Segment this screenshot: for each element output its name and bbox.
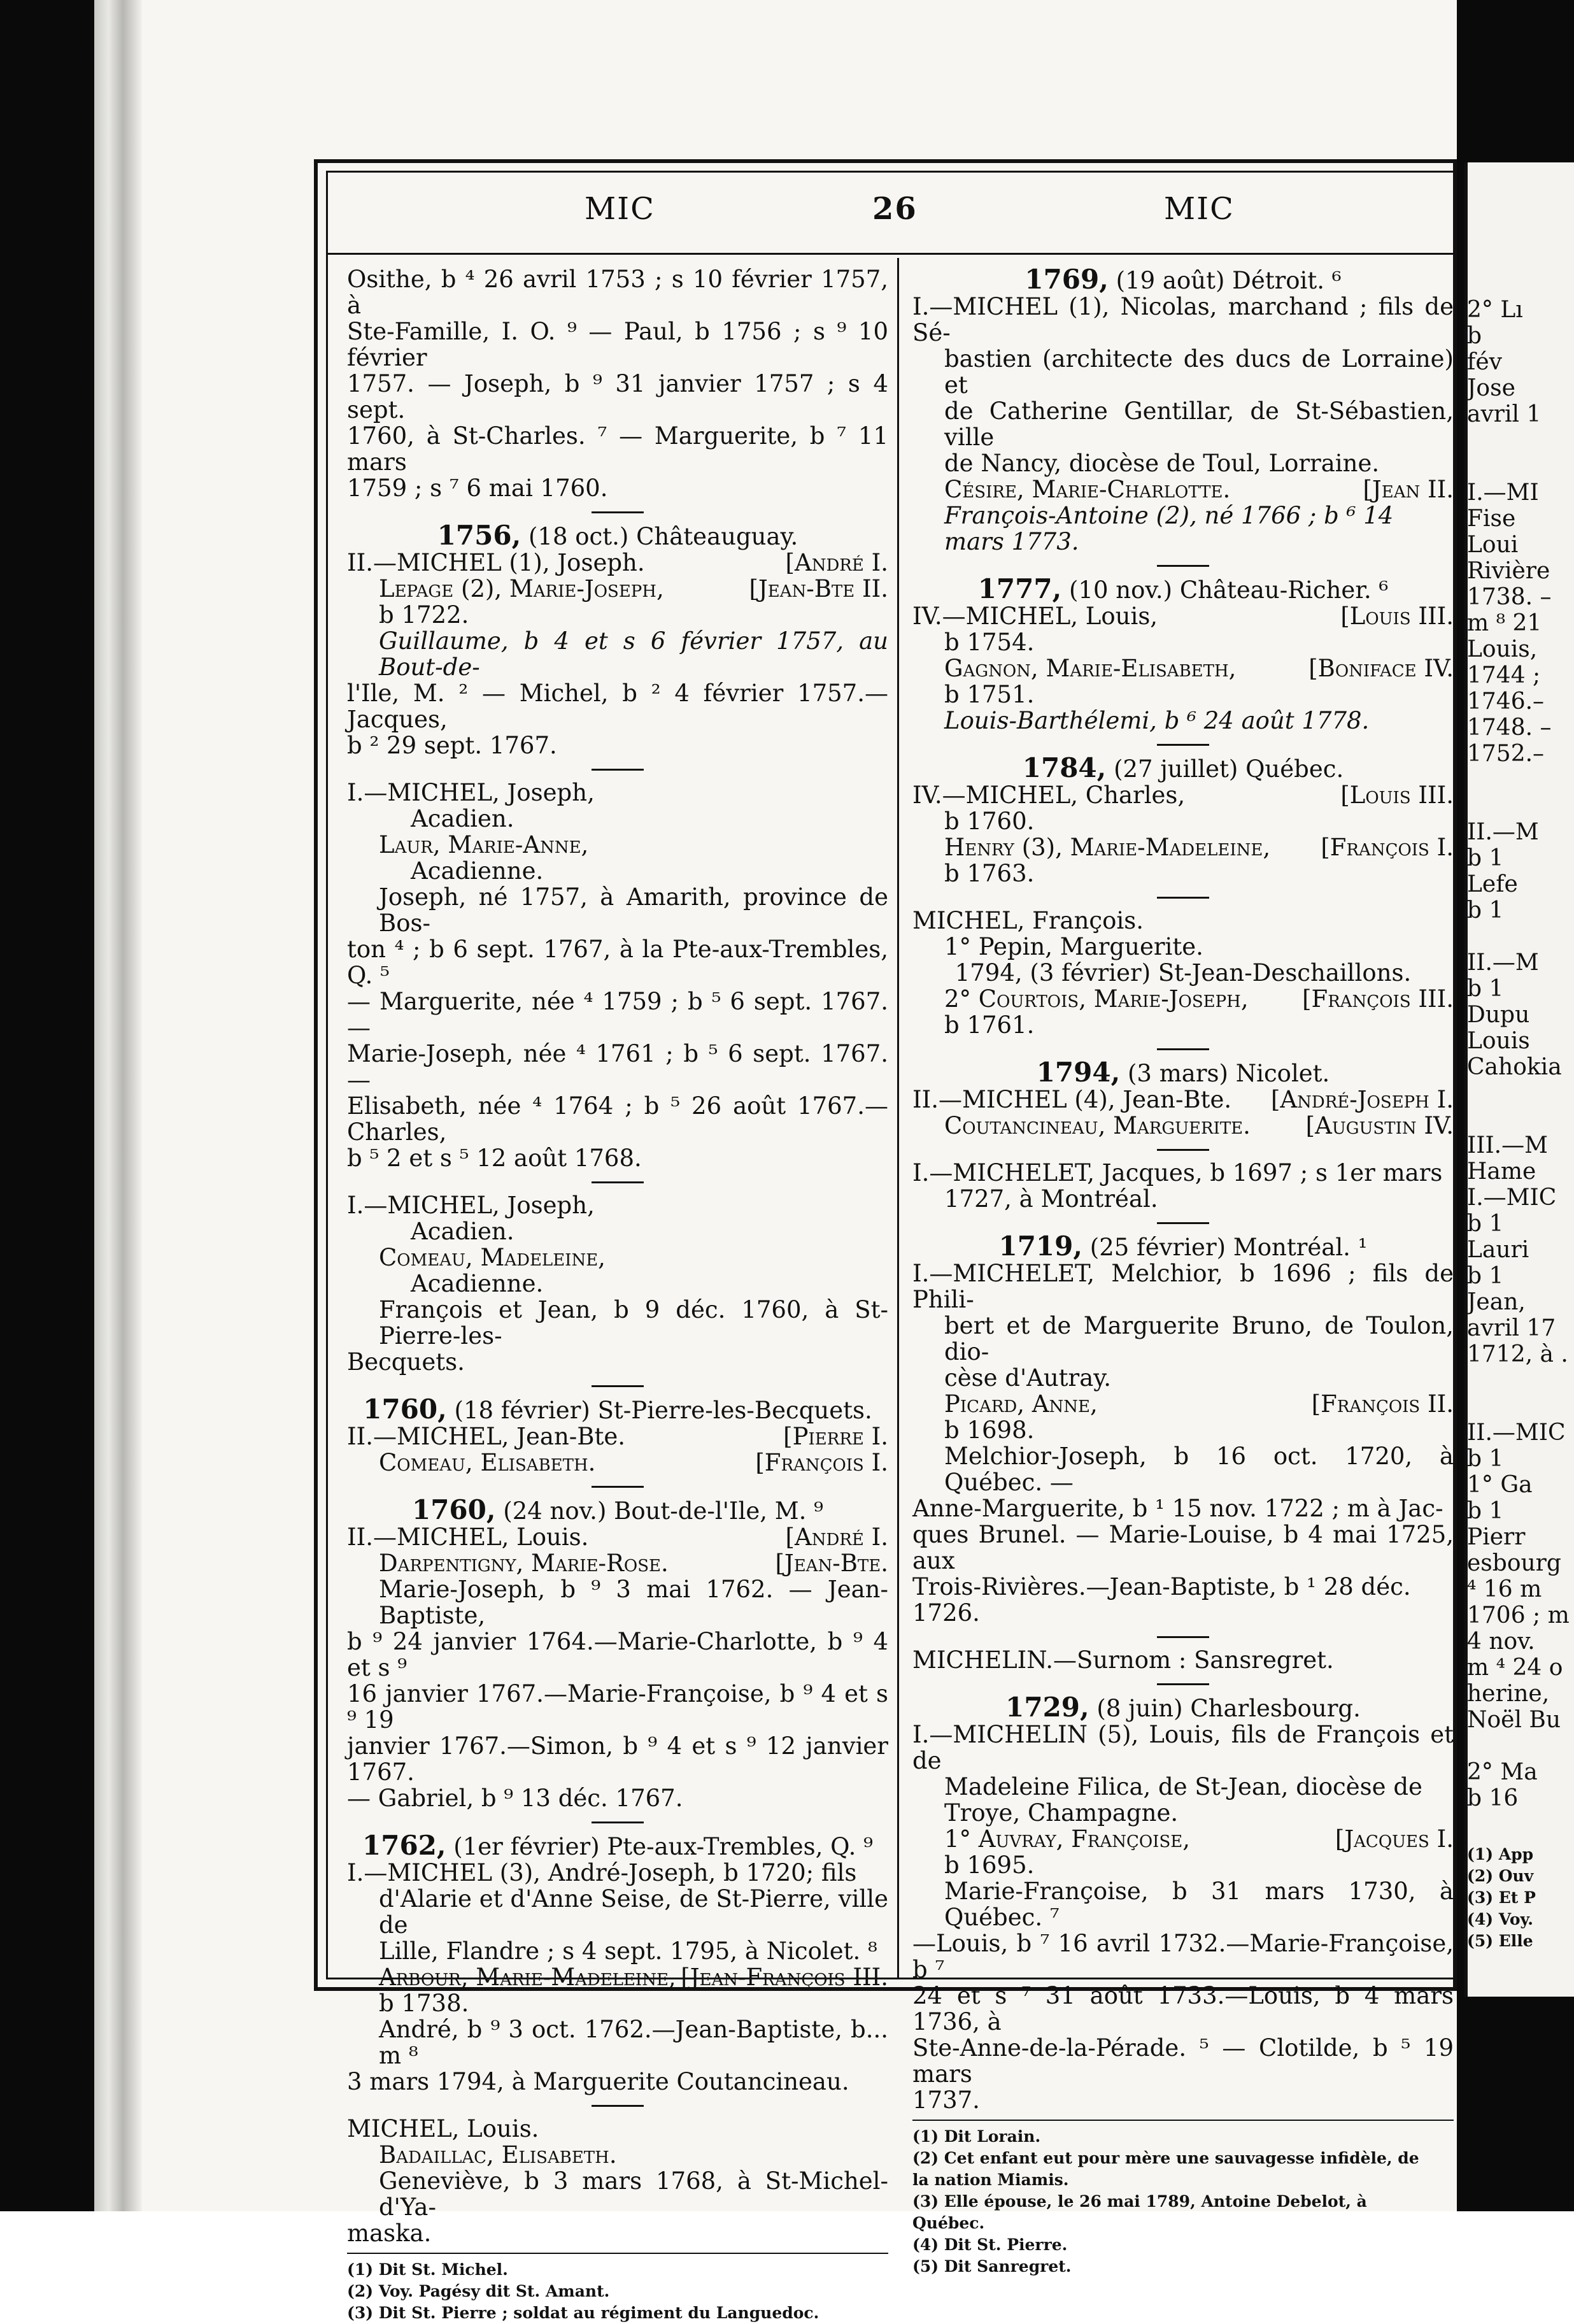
next-page-line: Lefe (1467, 871, 1518, 897)
husband-father: [Louis III. (1340, 781, 1454, 809)
next-page-line: II.—MIC (1467, 1420, 1566, 1446)
wife-name: Comeau, Madeleine, (379, 1244, 606, 1271)
next-page-line: 1752.– (1467, 741, 1545, 767)
entry-place: (18 oct.) Châteauguay. (528, 523, 798, 550)
next-page-footnotes (1467, 1844, 1574, 1952)
wife-origin: Acadienne. (411, 857, 544, 885)
marriage-entry-1784 (912, 752, 1454, 887)
next-page-line: II.—M (1467, 950, 1539, 976)
next-page-line (1467, 427, 1574, 453)
next-page-line (1467, 767, 1574, 793)
next-page-line: 1746.– (1467, 688, 1545, 715)
footnote: (3) Dit St. Pierre ; soldat au régiment du Languedoc. (347, 2304, 819, 2322)
marriage-entry-francois (912, 908, 1454, 1038)
entry-year: 1760, (363, 1394, 447, 1425)
next-page-line: ⁴ 16 m (1467, 1576, 1542, 1602)
next-page-line: 1738. – (1467, 584, 1552, 610)
husband-birth: b 1760. (944, 808, 1035, 835)
husband-name: II.—MICHEL, Jean-Bte. (347, 1423, 626, 1450)
next-page-line (1467, 923, 1574, 950)
second-marriage-date: 1794, (3 février) St-Jean-Deschaillons. (954, 959, 1412, 987)
next-page-line: Louis, (1467, 636, 1538, 662)
children-line: Guillaume, b 4 et s 6 février 1757, au Bout-de- (379, 627, 888, 681)
next-page-line: 4 nov. (1467, 1629, 1535, 1655)
next-page-line: fév (1467, 349, 1502, 375)
husband-name: II.—MICHEL, Louis. (347, 1523, 589, 1551)
wife-father: [Boniface IV. (1308, 655, 1454, 682)
entry-place: (10 nov.) Château-Richer. ⁶ (1068, 576, 1389, 604)
children-line: Marie-Joseph, b ⁹ 3 mai 1762. — Jean-Baptiste, (379, 1576, 888, 1629)
children-line: 16 janvier 1767.—Marie-Françoise, b ⁹ 4 et s ⁹ 19 (347, 1680, 888, 1734)
wife-name: Gagnon, Marie-Elisabeth, (944, 655, 1237, 682)
wife-birth: b 1738. (379, 1990, 469, 2017)
marriage-entry-1769 (912, 266, 1454, 555)
entry-year: 1729, (1005, 1692, 1089, 1723)
entry-year: 1794, (1036, 1057, 1121, 1088)
husband-name: I.—MICHEL, Joseph, (347, 1192, 595, 1219)
next-page-line: b 1 (1467, 1498, 1504, 1524)
wife-father: [Jean-Bte. (775, 1550, 888, 1577)
entry-separator (592, 1821, 644, 1823)
next-page-line: Jose (1467, 375, 1515, 401)
entry-place: (1er février) Pte-aux-Trembles, Q. ⁹ (453, 1833, 873, 1860)
next-page-line: III.—M (1467, 1132, 1548, 1158)
next-page-line: 2° Ma (1467, 1759, 1538, 1785)
wife-father: [Jean-François III. (681, 1964, 888, 1991)
marriage-entry-1719 (912, 1230, 1454, 1627)
wife-father: [François I. (1321, 834, 1454, 861)
children-line: b ⁵ 2 et s ⁵ 12 août 1768. (347, 1144, 642, 1172)
husband-name: II.—MICHEL (4), Jean-Bte. (912, 1086, 1232, 1113)
next-page-line (1467, 1394, 1574, 1420)
next-page-line (1467, 1106, 1574, 1132)
next-page-line: esbourg (1467, 1550, 1561, 1576)
next-page-line: 1744 ; (1467, 662, 1541, 688)
husband-birth: b 1754. (944, 629, 1035, 656)
husband-father: [André I. (785, 1523, 888, 1551)
next-page-line: Dupu (1467, 1002, 1530, 1028)
next-page-line: I.—MI (1467, 480, 1539, 506)
footnotes (912, 2126, 1454, 2278)
wife-birth: b 1761. (944, 1011, 1035, 1039)
children-line: Ste-Anne-de-la-Pérade. ⁵ — Clotilde, b ⁵ 19 mars (912, 2034, 1454, 2088)
next-page-line: m ⁴ 24 o (1467, 1655, 1563, 1681)
entry-separator (1157, 1048, 1209, 1050)
entry-separator (592, 1181, 644, 1183)
footnote: (4) Dit St. Pierre. (912, 2235, 1068, 2254)
entry-separator (592, 2105, 644, 2107)
husband-name: MICHEL, François. (912, 907, 1144, 934)
children-line: Melchior-Joseph, b 16 oct. 1720, à Québec. — (944, 1443, 1454, 1496)
husband-line: Lille, Flandre ; s 4 sept. 1795, à Nicolet. ⁸ (379, 1937, 877, 1965)
husband-line: cèse d'Autray. (944, 1364, 1112, 1392)
next-page-line: I.—MIC (1467, 1185, 1557, 1211)
entry-separator (592, 1486, 644, 1488)
second-wife: 2° Courtois, Marie-Joseph, (944, 985, 1249, 1013)
page-number: 26 (872, 191, 918, 227)
next-page-line: m ⁸ 21 (1467, 610, 1542, 636)
children-line: Trois-Rivières.—Jean-Baptiste, b ¹ 28 déc. 1726. (912, 1573, 1411, 1627)
husband-line: Troye, Champagne. (944, 1799, 1179, 1827)
wife-father: [Augustin IV. (1305, 1112, 1454, 1139)
wife-birth: b 1698. (944, 1416, 1035, 1444)
footnote: (2) Cet enfant eut pour mère une sauvagesse infidèle, de (912, 2149, 1419, 2167)
children-line: 3 mars 1794, à Marguerite Coutancineau. (347, 2068, 849, 2095)
children-line: Marie-Françoise, b 31 mars 1730, à Québec. ⁷ (944, 1878, 1454, 1931)
entry-separator (1157, 1683, 1209, 1685)
next-page-line: herine, (1467, 1681, 1550, 1707)
next-page-line: Louis (1467, 1028, 1530, 1054)
entry-place: (24 nov.) Bout-de-l'Ile, M. ⁹ (503, 1497, 823, 1525)
wife-name: Lepage (2), Marie-Joseph, (379, 575, 664, 602)
text-line: Ste-Famille, I. O. ⁹ — Paul, b 1756 ; s ⁹ 10 février (347, 318, 888, 371)
children-line: Elisabeth, née ⁴ 1764 ; b ⁵ 26 août 1767.—Charles, (347, 1092, 888, 1146)
wife-name: Coutancineau, Marguerite. (944, 1112, 1251, 1139)
children-line: b ⁹ 24 janvier 1764.—Marie-Charlotte, b ⁹ 4 et s ⁹ (347, 1628, 888, 1681)
next-page-text (1467, 297, 1574, 1811)
marriage-entry-louis-badaillac (347, 2116, 888, 2246)
entry-year: 1784, (1022, 752, 1107, 783)
wife-birth: b 1722. (379, 601, 469, 629)
next-page-line: b 1 (1467, 845, 1504, 871)
next-page-line: Loui (1467, 532, 1519, 558)
text-line: 1727, à Montréal. (944, 1185, 1158, 1213)
text-line: 1757. — Joseph, b ⁹ 31 janvier 1757 ; s 4 sept. (347, 370, 888, 424)
children-line: Joseph, né 1757, à Amarith, province de Bos- (379, 883, 888, 937)
husband-name: I.—MICHEL, Joseph, (347, 779, 595, 806)
next-page-line: Hame (1467, 1158, 1536, 1185)
entry-year: 1719, (998, 1230, 1082, 1262)
wife-origin: Acadienne. (411, 1270, 544, 1297)
children-line: 24 et s ⁷ 31 août 1733.—Louis, b 4 mars 1736, à (912, 1982, 1454, 2035)
wife-name: Henry (3), Marie-Madeleine, (944, 834, 1271, 861)
children-line: janvier 1767.—Simon, b ⁹ 4 et s ⁹ 12 janvier 1767. (347, 1732, 888, 1786)
right-column (912, 266, 1454, 2278)
husband-line: bert et de Marguerite Bruno, de Toulon, dio- (944, 1312, 1454, 1365)
next-page-line: b 1 (1467, 1211, 1504, 1237)
next-page-footnote: (4) Voy. (1467, 1910, 1533, 1928)
wife-father: [François I. (755, 1449, 888, 1476)
next-page-line: b 1 (1467, 976, 1504, 1002)
husband-father: [André I. (785, 549, 888, 576)
next-page-line: 1748. – (1467, 715, 1552, 741)
husband-line: I.—MICHEL (3), André-Joseph, b 1720; fils (347, 1859, 857, 1886)
wife-birth: b 1763. (944, 860, 1035, 887)
wife-name: Darpentigny, Marie-Rose. (379, 1550, 669, 1577)
wife-name: Césire, Marie-Charlotte. (944, 476, 1231, 503)
wife-birth: b 1695. (944, 1851, 1035, 1879)
entry-continuation (347, 266, 888, 501)
entry-separator (1157, 1222, 1209, 1224)
marriage-entry-1777 (912, 573, 1454, 734)
entry-year: 1777, (977, 573, 1062, 604)
entry-place: (19 août) Détroit. ⁶ (1116, 267, 1342, 294)
entry-year: 1760, (411, 1494, 496, 1525)
children-line: François-Antoine (2), né 1766 ; b ⁶ 14 mars 1773. (944, 502, 1394, 555)
running-head-right: MIC (1164, 191, 1235, 227)
husband-line: Madeleine Filica, de St-Jean, diocèse de (944, 1773, 1422, 1800)
children-line: Becquets. (347, 1348, 465, 1376)
children-line: ton ⁴ ; b 6 sept. 1767, à la Pte-aux-Trembles, Q. ⁵ (347, 936, 888, 989)
marriage-entry-1794 (912, 1059, 1454, 1139)
husband-father: [Pierre I. (783, 1423, 888, 1450)
husband-line: I.—MICHELET, Melchior, b 1696 ; fils de Phili- (912, 1260, 1454, 1313)
next-page-footnote: (1) App (1467, 1845, 1534, 1864)
footnote: la nation Miamis. (912, 2171, 1069, 2189)
entry-place: (18 février) St-Pierre-les-Becquets. (454, 1397, 872, 1424)
marriage-entry-1729 (912, 1694, 1454, 2113)
entry-year: 1769, (1025, 264, 1109, 295)
husband-name: MICHEL, Louis. (347, 2115, 539, 2142)
husband-line: de Catherine Gentillar, de St-Sébastien, ville (944, 397, 1454, 451)
children-line: André, b ⁹ 3 oct. 1762.—Jean-Baptiste, b... m ⁸ (379, 2016, 888, 2069)
entry-place: (8 juin) Charlesbourg. (1096, 1695, 1361, 1722)
children-line: maska. (347, 2220, 432, 2247)
children-line: François et Jean, b 9 déc. 1760, à St-Pierre-les- (379, 1296, 888, 1350)
page-binding-edge (94, 0, 142, 2211)
text-line: I.—MICHELET, Jacques, b 1697 ; s 1er mars (912, 1159, 1443, 1187)
entry-year: 1756, (437, 520, 521, 551)
husband-line: bastien (architecte des ducs de Lorraine) et (944, 345, 1454, 399)
next-page-line: 1° Ga (1467, 1472, 1533, 1498)
children-line: ques Brunel. — Marie-Louise, b 4 mai 1725, aux (912, 1521, 1454, 1574)
wife-father: [François III. (1302, 985, 1454, 1013)
children-line: —Louis, b ⁷ 16 avril 1732.—Marie-Françoise, b ⁷ (912, 1930, 1454, 1983)
wife-name: Comeau, Elisabeth. (379, 1449, 596, 1476)
husband-name: IV.—MICHEL, Louis, (912, 602, 1158, 630)
next-page-line: Lauri (1467, 1237, 1529, 1263)
next-page-line: 1712, à . (1467, 1341, 1568, 1367)
husband-line: I.—MICHELIN (5), Louis, fils de François et de (912, 1721, 1454, 1774)
children-line: Louis-Barthélemi, b ⁶ 24 août 1778. (944, 707, 1370, 734)
entry-place: (25 février) Montréal. ¹ (1089, 1234, 1368, 1261)
next-page-line (1467, 793, 1574, 819)
footnote: Québec. (912, 2214, 985, 2232)
marriage-entry-1762 (347, 1832, 888, 2095)
entry-separator (1157, 1636, 1209, 1638)
next-page-line: Noël Bu (1467, 1707, 1561, 1733)
next-page-line: b 16 (1467, 1785, 1519, 1811)
wife-birth: b 1751. (944, 681, 1035, 708)
footnote: (2) Voy. Pagésy dit St. Amant. (347, 2282, 610, 2300)
next-page-line: II.—M (1467, 819, 1539, 845)
marriage-entry-1760-becquets (347, 1396, 888, 1476)
next-page-line: b 1 (1467, 1446, 1504, 1472)
footnote: (5) Dit Sanregret. (912, 2257, 1072, 2276)
husband-father: [André-Joseph I. (1270, 1086, 1454, 1113)
running-head-left: MIC (585, 191, 655, 227)
footnote-rule (347, 2253, 888, 2254)
next-page-line: Rivière (1467, 558, 1550, 584)
wife-father: [Jacques I. (1335, 1825, 1454, 1853)
children-line: l'Ile, M. ² — Michel, b ² 4 février 1757.—Jacques, (347, 680, 888, 733)
footnotes (347, 2259, 888, 2324)
next-page-line: 2° Lı (1467, 297, 1523, 323)
husband-name: II.—MICHEL (1), Joseph. (347, 549, 645, 576)
children-line: — Marguerite, née ⁴ 1759 ; b ⁵ 6 sept. 1767. — (347, 988, 888, 1041)
husband-origin: Acadien. (411, 805, 514, 832)
text-line: 1760, à St-Charles. ⁷ — Marguerite, b ⁷ 11 mars (347, 422, 888, 476)
next-page-footnote: (3) Et P (1467, 1888, 1536, 1907)
wife-father: [Jean-Bte II. (749, 575, 888, 602)
entry-michelet-jacques (912, 1160, 1454, 1212)
entry-separator (1157, 565, 1209, 567)
first-wife: 1° Pepin, Marguerite. (944, 933, 1203, 960)
children-line: 1737. (912, 2086, 980, 2114)
wife-father: [Jean II. (1363, 476, 1454, 503)
next-page-line: b 1 (1467, 1263, 1504, 1289)
entry-separator (592, 769, 644, 771)
entry-separator (1157, 897, 1209, 899)
footnote-rule (912, 2120, 1454, 2121)
entry-separator (1157, 744, 1209, 746)
husband-father: [Louis III. (1340, 602, 1454, 630)
wife-name: Arbour, Marie-Madeleine, (379, 1964, 676, 1991)
next-page-line (1467, 1080, 1574, 1106)
children-line: Anne-Marguerite, b ¹ 15 nov. 1722 ; m à Jac- (912, 1495, 1443, 1522)
entry-separator (1157, 1149, 1209, 1151)
next-page-line: avril 17 (1467, 1315, 1556, 1341)
column-divider (897, 258, 899, 1978)
entry-separator (592, 511, 644, 513)
marriage-entry-1756 (347, 522, 888, 759)
marriage-entry-1760-bout-de-lile (347, 1494, 888, 1812)
marriage-entry-joseph-comeau (347, 1192, 888, 1375)
wife-name: 1° Auvray, Françoise, (944, 1825, 1191, 1853)
next-page-line: b 1 (1467, 897, 1504, 923)
husband-line: de Nancy, diocèse de Toul, Lorraine. (944, 450, 1380, 477)
next-page-line: b (1467, 323, 1482, 349)
children-line: Geneviève, b 3 mars 1768, à St-Michel-d'Ya- (379, 2167, 888, 2221)
husband-name: IV.—MICHEL, Charles, (912, 781, 1186, 809)
wife-name: Badaillac, Elisabeth. (379, 2141, 617, 2169)
entry-year: 1762, (362, 1830, 446, 1861)
next-page-line: Fise (1467, 506, 1516, 532)
next-page-footnote: (2) Ouv (1467, 1867, 1534, 1885)
children-line: b ² 29 sept. 1767. (347, 732, 557, 759)
next-page-footnote: (5) Elle (1467, 1932, 1533, 1950)
husband-line: I.—MICHEL (1), Nicolas, marchand ; fils de Sé- (912, 293, 1454, 346)
left-column (347, 266, 888, 2324)
footnote: (3) Elle épouse, le 26 mai 1789, Antoine Debelot, à (912, 2192, 1367, 2211)
footnote: (1) Dit Lorain. (912, 2127, 1041, 2146)
husband-line: d'Alarie et d'Anne Seise, de St-Pierre, ville de (379, 1885, 888, 1939)
next-page-line: Pierr (1467, 1524, 1526, 1550)
next-page-line (1467, 453, 1574, 480)
next-page-line: Cahokia (1467, 1054, 1562, 1080)
surname-note: MICHELIN.—Surnom : Sansregret. (912, 1646, 1334, 1674)
wife-name: Picard, Anne, (944, 1390, 1098, 1418)
entry-separator (592, 1385, 644, 1387)
entry-place: (3 mars) Nicolet. (1127, 1060, 1330, 1087)
wife-father: [François II. (1311, 1390, 1454, 1418)
text-line: 1759 ; s ⁷ 6 mai 1760. (347, 474, 608, 502)
next-page-line: 1706 ; m (1467, 1602, 1570, 1629)
wife-name: Laur, Marie-Anne, (379, 831, 589, 859)
text-line: Osithe, b ⁴ 26 avril 1753 ; s 10 février 1757, à (347, 266, 888, 319)
next-page-line: Jean, (1467, 1289, 1526, 1315)
next-page-line (1467, 1367, 1574, 1394)
next-page-line (1467, 1733, 1574, 1759)
marriage-entry-joseph-laur (347, 780, 888, 1171)
entry-place: (27 juillet) Québec. (1114, 755, 1344, 783)
footnote: (1) Dit St. Michel. (347, 2260, 508, 2279)
children-line: Marie-Joseph, née ⁴ 1761 ; b ⁵ 6 sept. 1767. — (347, 1040, 888, 1094)
header-rule (326, 253, 1457, 255)
husband-origin: Acadien. (411, 1218, 514, 1245)
next-page-line: avril 1 (1467, 401, 1542, 427)
children-line: — Gabriel, b ⁹ 13 déc. 1767. (347, 1785, 683, 1812)
